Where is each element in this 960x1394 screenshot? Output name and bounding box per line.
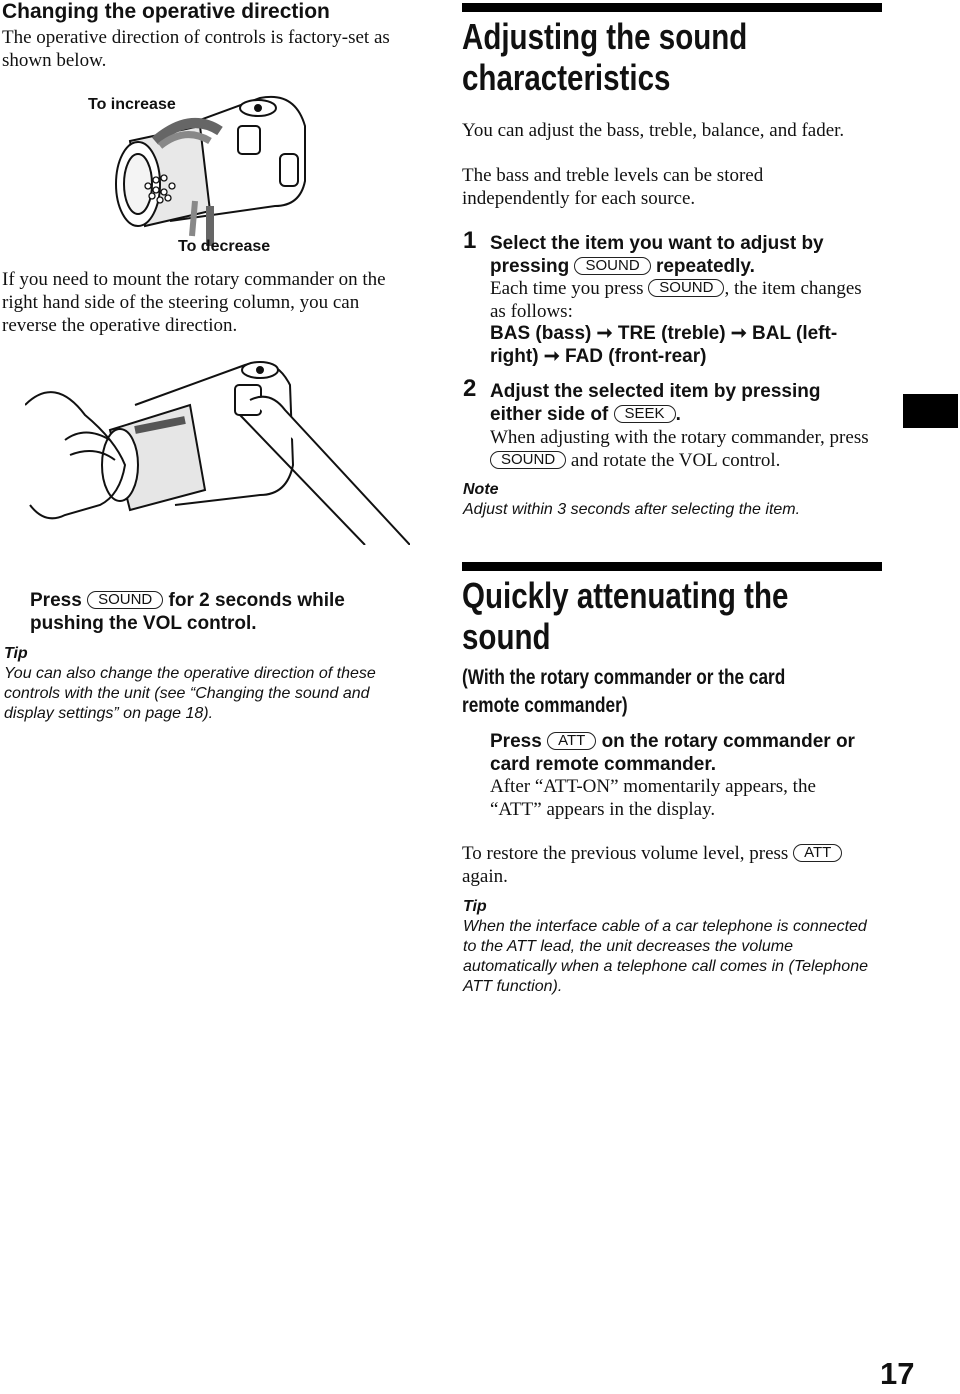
seek-key: SEEK [614,405,676,423]
restore-paragraph [462,842,862,888]
hand-pressing-illustration [25,345,410,545]
restore-suffix: again. [462,866,508,887]
press-sound-step [30,589,410,635]
att-key: ATT [793,844,842,862]
heading-att-line1: Quickly attenuating the [462,575,789,616]
sound-key: SOUND [574,257,650,275]
section-heading-operative-direction: Changing the operative direction [2,0,330,23]
att-step-instruction [490,730,880,776]
label-to-decrease: To decrease [178,238,271,255]
step-2-suffix: . [675,404,681,425]
arrow-right-icon: ➞ [730,323,747,344]
att-subheading-line1: (With the rotary commander or the card [462,666,786,689]
intro-paragraph: The operative direction of controls is factory-set as shown below. [2,27,390,71]
section-side-tab [903,394,958,428]
step-2-body-suffix: and rotate the VOL control. [570,450,781,471]
sound-key: SOUND [87,591,163,609]
heading-att-line2: sound [462,616,551,657]
label-to-increase: To increase [88,96,176,113]
step-1-instruction [490,232,880,278]
step-2-number: 2 [463,375,477,402]
section-rule-att [462,562,882,571]
sound-intro-2: The bass and treble levels can be stored independently for each source. [462,165,764,209]
tip-text-right: When the interface cable of a car telephone is connected to the ATT lead, the unit decreases the volume automatically when a telephone call comes in (Telephone ATT function). [463,918,868,995]
page-number: 17 [880,1356,915,1391]
note-label: Note [463,481,499,498]
section-rule-top [462,3,882,12]
att-key: ATT [547,732,596,750]
heading-adjusting-sound-line2: characteristics [462,57,671,98]
step-2-instruction [490,380,875,426]
step-1-body-prefix: Each time you press [490,278,644,299]
step-2-prefix: Adjust the selected item by pressing either side of [490,381,821,425]
press-step-prefix: Press [30,590,82,611]
att-step-prefix: Press [490,731,542,752]
att-step-suffix: on the rotary commander or card remote commander. [490,731,855,775]
step-1-number: 1 [463,227,477,254]
sound-cycle-sequence [490,322,875,368]
arrow-right-icon: ➞ [543,346,560,367]
sound-key: SOUND [490,451,566,469]
restore-prefix: To restore the previous volume level, press [462,843,789,864]
cycle-item-tre: TRE (treble) [617,323,726,344]
sound-key: SOUND [648,279,724,297]
cycle-item-bal: BAL (left-right) [490,323,838,367]
arrow-right-icon: ➞ [596,323,613,344]
press-step-suffix: for 2 seconds while pushing the VOL control. [30,590,345,634]
sound-intro-1: You can adjust the bass, treble, balance, and fader. [462,120,845,141]
att-subheading-line2: remote commander) [462,694,628,717]
step-1-suffix: repeatedly. [655,256,755,277]
step-1-prefix: Select the item you want to adjust by pressing [490,233,824,277]
tip-label-left: Tip [4,645,28,662]
step-1-body [490,277,870,323]
tip-text-left: You can also change the operative direction of these controls with the unit (see “Changing the sound and display settings” on page 18). [4,665,376,722]
tip-label-right: Tip [463,898,487,915]
cycle-item-fad: FAD (front-rear) [565,346,707,367]
note-text: Adjust within 3 seconds after selecting the item. [463,501,801,518]
step-2-body-prefix: When adjusting with the rotary commander, press [490,427,869,448]
cycle-item-bas: BAS (bass) [490,323,592,344]
hand-rotary-diagram [25,345,410,545]
mount-paragraph: If you need to mount the rotary commander on the right hand side of the steering column, you can reverse the operative direction. [2,269,386,336]
att-step-body: After “ATT-ON” momentarily appears, the “ATT” appears in the display. [490,776,816,820]
step-2-body [490,426,875,472]
heading-adjusting-sound-line1: Adjusting the sound [462,16,748,57]
step-1-body-suffix: , the item changes as follows: [490,278,862,322]
